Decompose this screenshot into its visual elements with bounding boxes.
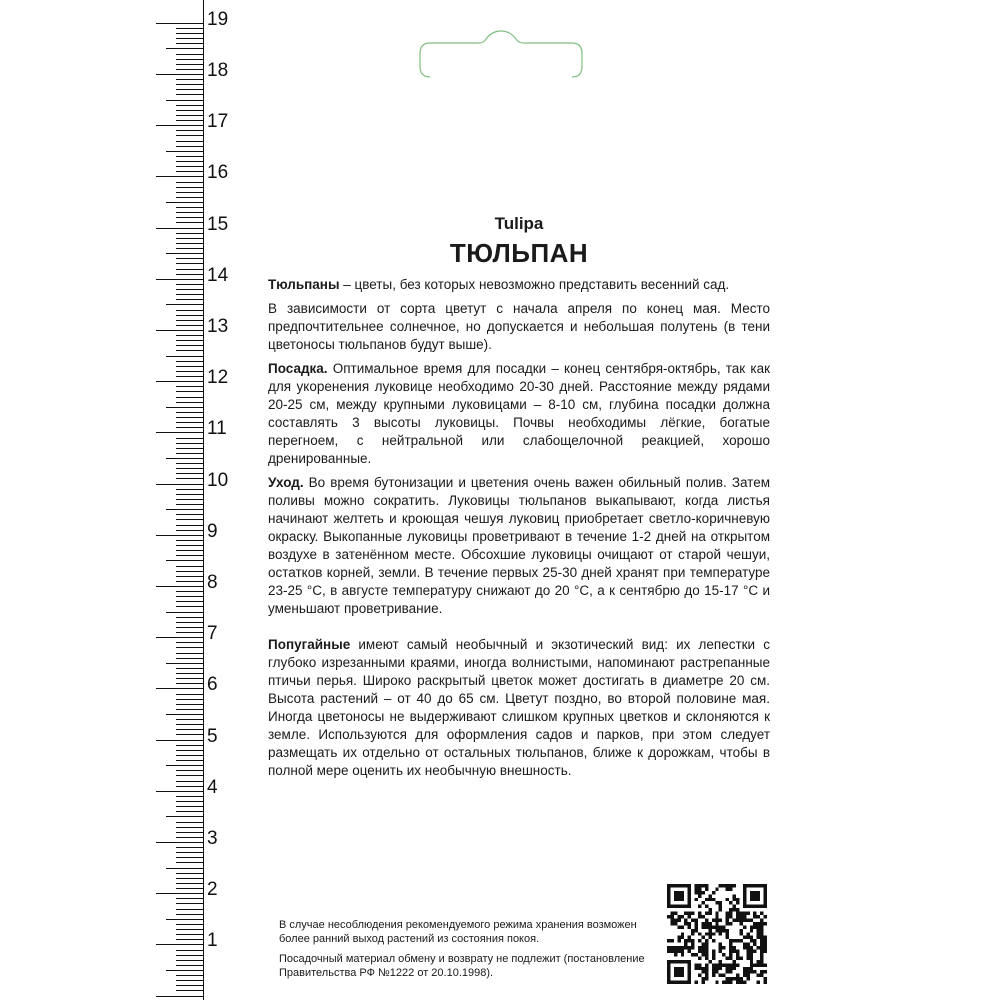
ruler-tick: [176, 412, 204, 413]
planting-paragraph: [268, 360, 770, 468]
care-lead: Уход.: [268, 475, 304, 490]
ruler-tick: [176, 596, 204, 597]
ruler-tick: [176, 269, 204, 270]
ruler-tick: [176, 647, 204, 648]
ruler-tick: [156, 535, 204, 536]
ruler-tick: [176, 632, 204, 633]
footer-notes: [279, 918, 659, 986]
ruler-tick: [176, 325, 204, 326]
ruler-tick: [176, 862, 204, 863]
ruler-tick: [176, 806, 204, 807]
ruler-label: 11: [207, 418, 227, 439]
ruler-tick: [176, 606, 204, 607]
ruler-tick: [176, 519, 204, 520]
ruler-tick: [176, 934, 204, 935]
ruler-tick: [166, 816, 204, 817]
ruler-tick: [156, 484, 204, 485]
ruler-tick: [176, 141, 204, 142]
ruler-tick: [166, 765, 204, 766]
ruler-label: 16: [207, 162, 229, 183]
ruler-tick: [176, 33, 204, 34]
ruler-tick: [176, 704, 204, 705]
ruler-tick: [156, 74, 204, 75]
ruler-tick: [176, 530, 204, 531]
ruler-tick: [176, 914, 204, 915]
ruler-tick: [156, 586, 204, 587]
ruler-tick: [166, 100, 204, 101]
ruler-tick: [176, 397, 204, 398]
ruler-tick: [176, 591, 204, 592]
ruler-tick: [176, 386, 204, 387]
ruler-tick: [176, 622, 204, 623]
ruler-label: 4: [207, 777, 218, 798]
ruler-tick: [176, 883, 204, 884]
ruler-tick: [176, 320, 204, 321]
ruler-tick: [176, 571, 204, 572]
ruler-tick: [176, 847, 204, 848]
ruler-edge: [203, 0, 204, 1000]
ruler-tick: [176, 217, 204, 218]
planting-lead: Посадка.: [268, 361, 328, 376]
ruler-tick: [176, 489, 204, 490]
latin-name: Tulipa: [494, 214, 544, 233]
ruler-tick: [176, 965, 204, 966]
ruler-tick: [176, 903, 204, 904]
ruler-tick: [176, 888, 204, 889]
ruler-label: 5: [207, 726, 218, 747]
ruler-tick: [176, 852, 204, 853]
ruler-tick: [176, 84, 204, 85]
ruler-tick: [176, 678, 204, 679]
ruler-label: 6: [207, 674, 218, 695]
ruler-tick: [176, 985, 204, 986]
ruler-tick: [176, 294, 204, 295]
ruler-tick: [156, 23, 204, 24]
planting-text: Оптимальное время для посадки – конец сентября-октябрь, так как для укоренения луковице необходимо 20-30 дней. Расстояние между рядами 20-25 см, между крупными луковицами – 8-10 см, глубина посадки должна составлять 3 высоты луковицы. Почвы необходимы лёгкие, богатые перегноем, с нейтральной или слабощелочной реакцией, хорошо дренированные.: [268, 361, 770, 466]
ruler-tick: [176, 222, 204, 223]
ruler-tick: [176, 770, 204, 771]
ruler-tick: [176, 182, 204, 183]
ruler-tick: [176, 340, 204, 341]
ruler-tick: [156, 791, 204, 792]
ruler-tick: [176, 786, 204, 787]
ruler-tick: [176, 601, 204, 602]
ruler-tick: [176, 745, 204, 746]
ruler-tick: [176, 960, 204, 961]
ruler-tick: [156, 279, 204, 280]
ruler-tick: [166, 407, 204, 408]
ruler-tick: [176, 694, 204, 695]
parrot-text: имеют самый необычный и экзотический вид: их лепестки с глубоко изрезанными краями, иногда волнистыми, напоминают растрепанные птичьи перья. Широко раскрытый цветок может достигать в диаметре 20 см. Высота растений – от 40 до 65 см. Цветут поздно, во второй половине мая. Иногда цветоносы не выдерживают слишком крупных цветков и склоняются к земле. Используются для оформления садов и парков, при этом следует размещать их отдельно от остальных тюльпанов, ближе к дорожкам, чтобы в полной мере оценить их необычную внешность.: [268, 637, 770, 778]
ruler-tick: [176, 581, 204, 582]
ruler-tick: [176, 187, 204, 188]
ruler-label: 12: [207, 367, 229, 388]
ruler-label: 2: [207, 879, 218, 900]
ruler-tick: [166, 612, 204, 613]
ruler-tick: [166, 48, 204, 49]
ruler-tick: [166, 356, 204, 357]
ruler-label: 15: [207, 214, 229, 235]
ruler-label: 13: [207, 316, 229, 337]
ruler-tick: [176, 422, 204, 423]
ruler-tick: [176, 755, 204, 756]
ruler-tick: [166, 663, 204, 664]
ruler-tick: [156, 228, 204, 229]
ruler-tick: [176, 289, 204, 290]
ruler-tick: [176, 617, 204, 618]
ruler-tick: [156, 125, 204, 126]
ruler-tick: [176, 233, 204, 234]
parrot-lead: Попугайные: [268, 637, 351, 652]
ruler-tick: [176, 243, 204, 244]
ruler-tick: [156, 688, 204, 689]
ruler-tick: [176, 59, 204, 60]
ruler-tick: [176, 299, 204, 300]
ruler-tick: [176, 79, 204, 80]
ruler-tick: [166, 509, 204, 510]
ruler-tick: [176, 258, 204, 259]
ruler-tick: [176, 724, 204, 725]
ruler-tick: [176, 898, 204, 899]
ruler-tick: [176, 504, 204, 505]
ruler-tick: [176, 878, 204, 879]
centimeter-ruler: [0, 0, 240, 1000]
ruler-label: 18: [207, 60, 229, 81]
ruler-tick: [176, 514, 204, 515]
ruler-tick: [176, 391, 204, 392]
ruler-tick: [176, 540, 204, 541]
ruler-tick: [166, 253, 204, 254]
ruler-tick: [176, 494, 204, 495]
product-heading: [267, 214, 771, 268]
ruler-tick: [166, 970, 204, 971]
ruler-tick: [156, 893, 204, 894]
description: [268, 276, 770, 786]
ruler-tick: [176, 832, 204, 833]
russian-name: ТЮЛЬПАН: [449, 238, 589, 268]
ruler-tick: [176, 750, 204, 751]
qr-code: [667, 884, 767, 984]
ruler-tick: [176, 284, 204, 285]
ruler-tick: [176, 950, 204, 951]
ruler-tick: [176, 837, 204, 838]
ruler-tick: [176, 668, 204, 669]
ruler-tick: [156, 176, 204, 177]
ruler-tick: [176, 115, 204, 116]
ruler-tick: [176, 796, 204, 797]
ruler-tick: [176, 402, 204, 403]
ruler-tick: [176, 130, 204, 131]
ruler-tick: [176, 448, 204, 449]
ruler-tick: [176, 929, 204, 930]
ruler-tick: [176, 653, 204, 654]
ruler-tick: [176, 366, 204, 367]
ruler-tick: [176, 566, 204, 567]
intro-text: – цветы, без которых невозможно представить весенний сад.: [339, 277, 730, 292]
ruler-tick: [176, 315, 204, 316]
ruler-tick: [156, 740, 204, 741]
ruler-tick: [156, 842, 204, 843]
hang-tab-outline: [418, 30, 584, 78]
ruler-tick: [176, 94, 204, 95]
care-paragraph: [268, 474, 770, 618]
ruler-tick: [176, 38, 204, 39]
ruler-tick: [176, 673, 204, 674]
ruler-tick: [176, 212, 204, 213]
ruler-tick: [176, 873, 204, 874]
ruler-tick: [166, 560, 204, 561]
ruler-tick: [176, 345, 204, 346]
ruler-tick: [176, 417, 204, 418]
ruler-tick: [176, 827, 204, 828]
ruler-tick: [176, 110, 204, 111]
ruler-tick: [176, 576, 204, 577]
ruler-tick: [176, 939, 204, 940]
ruler-tick: [176, 350, 204, 351]
ruler-tick: [176, 248, 204, 249]
ruler-tick: [176, 207, 204, 208]
ruler-tick: [176, 719, 204, 720]
intro-lead: Тюльпаны: [268, 277, 340, 292]
bloom-paragraph: В зависимости от сорта цветут с начала апреля по конец мая. Место предпочтительнее солнечное, но допускается и небольшая полутень (в тени цветоносы тюльпанов будут выше).: [268, 301, 770, 352]
ruler-label: 14: [207, 265, 229, 286]
ruler-tick: [176, 43, 204, 44]
ruler-tick: [166, 151, 204, 152]
ruler-tick: [176, 438, 204, 439]
ruler-tick: [176, 120, 204, 121]
ruler-tick: [176, 924, 204, 925]
ruler-tick: [176, 263, 204, 264]
ruler-tick: [176, 550, 204, 551]
ruler-tick: [176, 857, 204, 858]
ruler-tick: [176, 146, 204, 147]
ruler-label: 17: [207, 111, 229, 132]
ruler-tick: [176, 473, 204, 474]
ruler-tick: [176, 361, 204, 362]
ruler-label: 1: [207, 930, 218, 951]
ruler-tick: [176, 775, 204, 776]
ruler-tick: [176, 709, 204, 710]
ruler-tick: [176, 28, 204, 29]
ruler-tick: [176, 760, 204, 761]
ruler-tick: [176, 105, 204, 106]
ruler-tick: [176, 525, 204, 526]
ruler-tick: [156, 381, 204, 382]
ruler-tick: [156, 432, 204, 433]
ruler-tick: [176, 980, 204, 981]
ruler-tick: [176, 478, 204, 479]
ruler-tick: [176, 811, 204, 812]
ruler-tick: [176, 376, 204, 377]
ruler-tick: [176, 545, 204, 546]
ruler-tick: [176, 801, 204, 802]
ruler-label: 10: [207, 470, 229, 491]
ruler-label: 19: [207, 9, 229, 30]
ruler-tick: [176, 274, 204, 275]
ruler-tick: [176, 909, 204, 910]
ruler-tick: [176, 89, 204, 90]
ruler-tick: [166, 458, 204, 459]
ruler-tick: [176, 468, 204, 469]
legal-note: Посадочный материал обмену и возврату не подлежит (постановление Правительства РФ №1222 от 20.10.1998).: [279, 953, 645, 979]
ruler-label: 3: [207, 828, 218, 849]
ruler-tick: [176, 443, 204, 444]
ruler-tick: [176, 166, 204, 167]
ruler-label: 8: [207, 572, 218, 593]
ruler-tick: [176, 427, 204, 428]
ruler-tick: [176, 192, 204, 193]
ruler-label: 7: [207, 623, 218, 644]
ruler-label: 9: [207, 521, 218, 542]
ruler-tick: [176, 781, 204, 782]
ruler-tick: [176, 64, 204, 65]
ruler-tick: [156, 944, 204, 945]
ruler-tick: [176, 453, 204, 454]
ruler-tick: [166, 868, 204, 869]
ruler-tick: [176, 990, 204, 991]
ruler-tick: [176, 729, 204, 730]
ruler-tick: [176, 642, 204, 643]
ruler-tick: [176, 955, 204, 956]
ruler-tick: [176, 238, 204, 239]
ruler-tick: [156, 330, 204, 331]
ruler-tick: [156, 637, 204, 638]
ruler-tick: [176, 54, 204, 55]
ruler-tick: [166, 919, 204, 920]
care-text: Во время бутонизации и цветения очень важен обильный полив. Затем поливы можно сократить. Луковицы тюльпанов выкапывают, когда листья начинают желтеть и кроющая чешуя луковиц приобретает светло-коричневую окраску. Выкопанные луковицы проветривают в течение 1-2 дней на открытом воздухе в затенённом месте. Обсохшие луковицы очищают от старой чешуи, остатков корней, земли. В течение первых 25-30 дней хранят при температуре 23-25 °С, в августе температуру снижают до 20 °С, а к сентябрю до 15-17 °С и уменьшают проветривание.: [268, 475, 770, 616]
ruler-tick: [176, 822, 204, 823]
storage-note: В случае несоблюдения рекомендуемого режима хранения возможен более ранний выход растений из состояния покоя.: [279, 919, 637, 945]
parrot-paragraph: [268, 636, 770, 780]
ruler-tick: [176, 463, 204, 464]
ruler-tick: [176, 135, 204, 136]
ruler-tick: [176, 171, 204, 172]
ruler-tick: [176, 156, 204, 157]
ruler-tick: [176, 734, 204, 735]
ruler-tick: [176, 555, 204, 556]
ruler-tick: [176, 699, 204, 700]
intro-paragraph: [268, 276, 770, 294]
ruler-tick: [176, 310, 204, 311]
ruler-tick: [156, 996, 204, 997]
ruler-tick: [176, 683, 204, 684]
ruler-tick: [176, 499, 204, 500]
ruler-tick: [166, 304, 204, 305]
ruler-tick: [176, 627, 204, 628]
ruler-tick: [176, 161, 204, 162]
ruler-tick: [176, 371, 204, 372]
ruler-tick: [166, 202, 204, 203]
ruler-tick: [176, 335, 204, 336]
ruler-tick: [166, 714, 204, 715]
ruler-tick: [176, 197, 204, 198]
ruler-tick: [176, 975, 204, 976]
ruler-tick: [176, 69, 204, 70]
ruler-tick: [176, 658, 204, 659]
